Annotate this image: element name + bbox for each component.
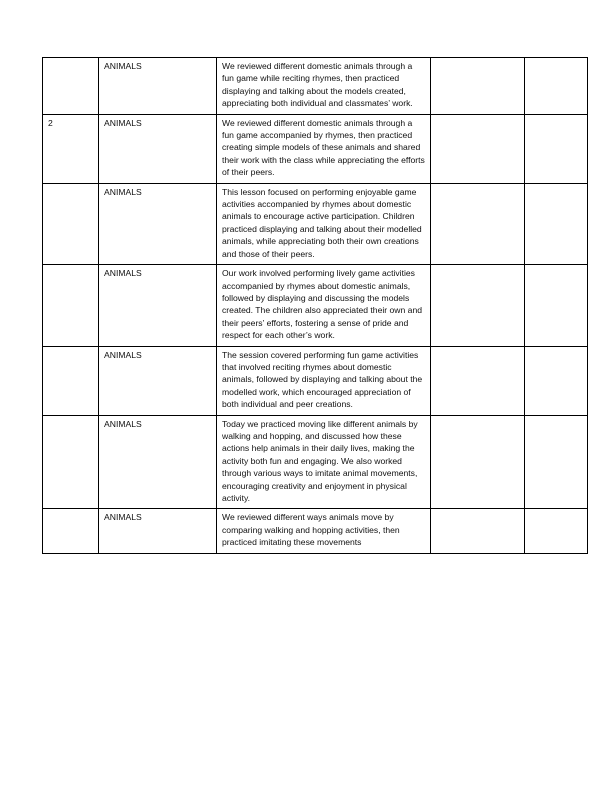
empty-cell — [525, 114, 588, 183]
row-number-cell — [43, 509, 99, 554]
topic-cell: ANIMALS — [99, 183, 217, 264]
description-cell: This lesson focused on performing enjoyable game activities accompanied by rhymes about domestic animals to encourage active participation. Children practiced displaying and talking about their modelled animals, while appreciating both their own creations and those of their peers. — [217, 183, 431, 264]
row-number-cell — [43, 346, 99, 415]
topic-cell: ANIMALS — [99, 265, 217, 346]
table-row — [43, 509, 588, 554]
table-row — [43, 58, 588, 115]
empty-cell — [431, 58, 525, 115]
empty-cell — [525, 58, 588, 115]
empty-cell — [431, 265, 525, 346]
table-row — [43, 265, 588, 346]
row-number-cell — [43, 415, 99, 509]
row-number-cell — [43, 58, 99, 115]
topic-cell: ANIMALS — [99, 114, 217, 183]
row-number-cell: 2 — [43, 114, 99, 183]
empty-cell — [525, 183, 588, 264]
description-cell: We reviewed different ways animals move by comparing walking and hopping activities, then practiced imitating these movements — [217, 509, 431, 554]
empty-cell — [431, 509, 525, 554]
row-number-cell — [43, 183, 99, 264]
topic-cell: ANIMALS — [99, 415, 217, 509]
description-cell: The session covered performing fun game activities that involved reciting rhymes about domestic animals, followed by displaying and talking about the modelled work, which encouraged appreciation of both individual and peer creations. — [217, 346, 431, 415]
topic-cell: ANIMALS — [99, 509, 217, 554]
empty-cell — [525, 265, 588, 346]
topic-cell: ANIMALS — [99, 58, 217, 115]
empty-cell — [431, 346, 525, 415]
table-row — [43, 114, 588, 183]
table-row — [43, 346, 588, 415]
table-row — [43, 183, 588, 264]
table-row — [43, 415, 588, 509]
empty-cell — [431, 415, 525, 509]
description-cell: Our work involved performing lively game activities accompanied by rhymes about domestic animals, followed by displaying and discussing the models created. The children also appreciated their own and their peers’ efforts, fostering a sense of pride and respect for each other’s work. — [217, 265, 431, 346]
description-cell: We reviewed different domestic animals through a fun game while reciting rhymes, then practiced displaying and talking about the models created, appreciating both individual and classmates’ work. — [217, 58, 431, 115]
description-cell: We reviewed different domestic animals through a fun game accompanied by rhymes, then practiced creating simple models of these animals and shared their work with the class while appreciating the efforts of their peers. — [217, 114, 431, 183]
empty-cell — [525, 415, 588, 509]
topic-cell: ANIMALS — [99, 346, 217, 415]
row-number-cell — [43, 265, 99, 346]
empty-cell — [431, 114, 525, 183]
empty-cell — [431, 183, 525, 264]
lesson-log-table — [42, 57, 588, 554]
empty-cell — [525, 346, 588, 415]
description-cell: Today we practiced moving like different animals by walking and hopping, and discussed how these actions help animals in their daily lives, making the activity both fun and engaging. We also worked through various ways to imitate animal movements, encouraging creativity and enjoyment in physical activity. — [217, 415, 431, 509]
empty-cell — [525, 509, 588, 554]
